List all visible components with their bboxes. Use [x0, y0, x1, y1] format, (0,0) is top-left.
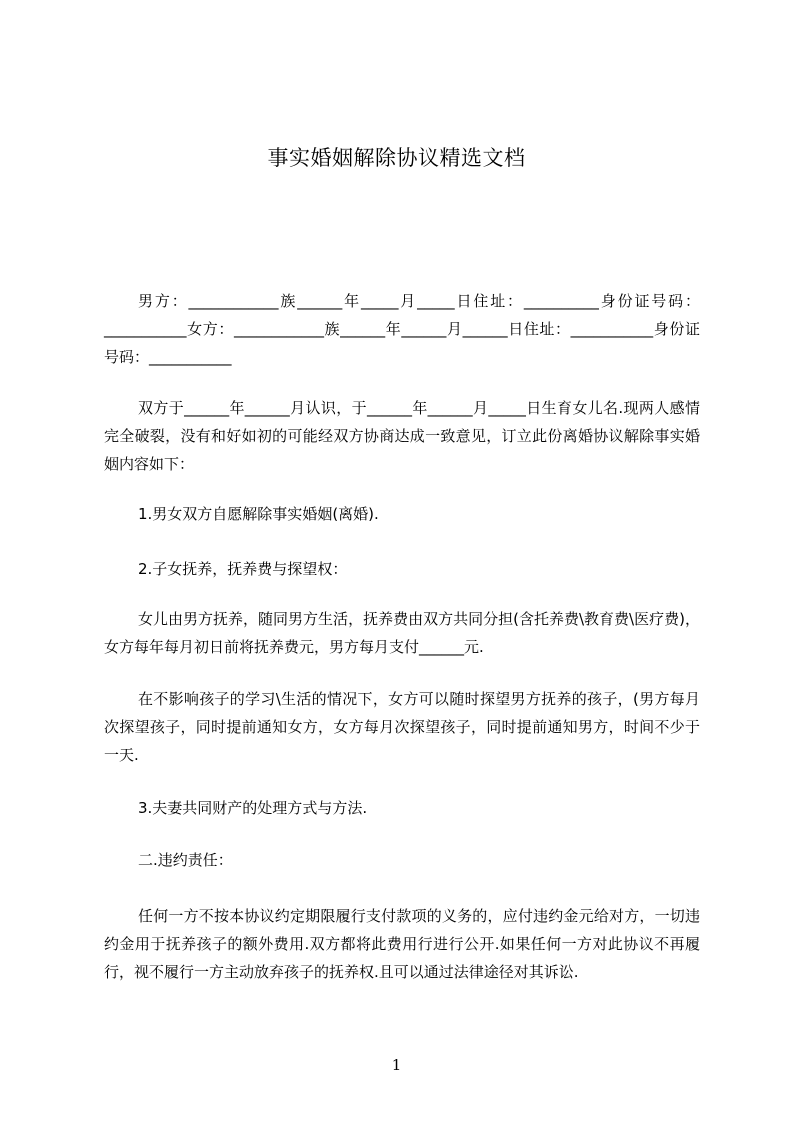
clause-1: 1.男女双方自愿解除事实婚姻(离婚).	[138, 505, 379, 523]
intro-paragraph: 双方于______年______月认识，于______年______月_____日生育女儿名.现两人感情完全破裂，没有和好如初的可能经双方协商达成一致意见，订立此份离婚协议解除事实婚姻内容如下：	[104, 399, 700, 473]
section-2-heading: 二.违约责任：	[138, 851, 233, 869]
clause-3: 3.夫妻共同财产的处理方式与方法.	[138, 799, 368, 817]
custody-paragraph: 女儿由男方抚养，随同男方生活，抚养费由双方共同分担(含托养费\教育费\医疗费)，女方每年每月初日前将抚养费元，男方每月支付______元.	[104, 610, 700, 656]
parties-paragraph: 男方：____________族______年_____月_____日住址：__________身份证号码：___________女方：____________族______年______月______日住址：___________身份证号码：___________	[104, 292, 700, 366]
page-number: 1	[391, 1056, 402, 1074]
document-title: 事实婚姻解除协议精选文档	[267, 146, 526, 170]
clause-2: 2.子女抚养，抚养费与探望权：	[138, 560, 348, 578]
liability-paragraph: 任何一方不按本协议约定期限履行支付款项的义务的，应付违约金元给对方，一切违约金用于抚养孩子的额外费用.双方都将此费用行进行公开.如果任何一方对此协议不再履行，视不履行一方主动放弃孩子的抚养权.且可以通过法律途径对其诉讼.	[104, 907, 700, 981]
visitation-paragraph: 在不影响孩子的学习\生活的情况下，女方可以随时探望男方抚养的孩子，(男方每月次探望孩子，同时提前通知女方，女方每月次探望孩子，同时提前通知男方，时间不少于一天.	[104, 690, 700, 764]
